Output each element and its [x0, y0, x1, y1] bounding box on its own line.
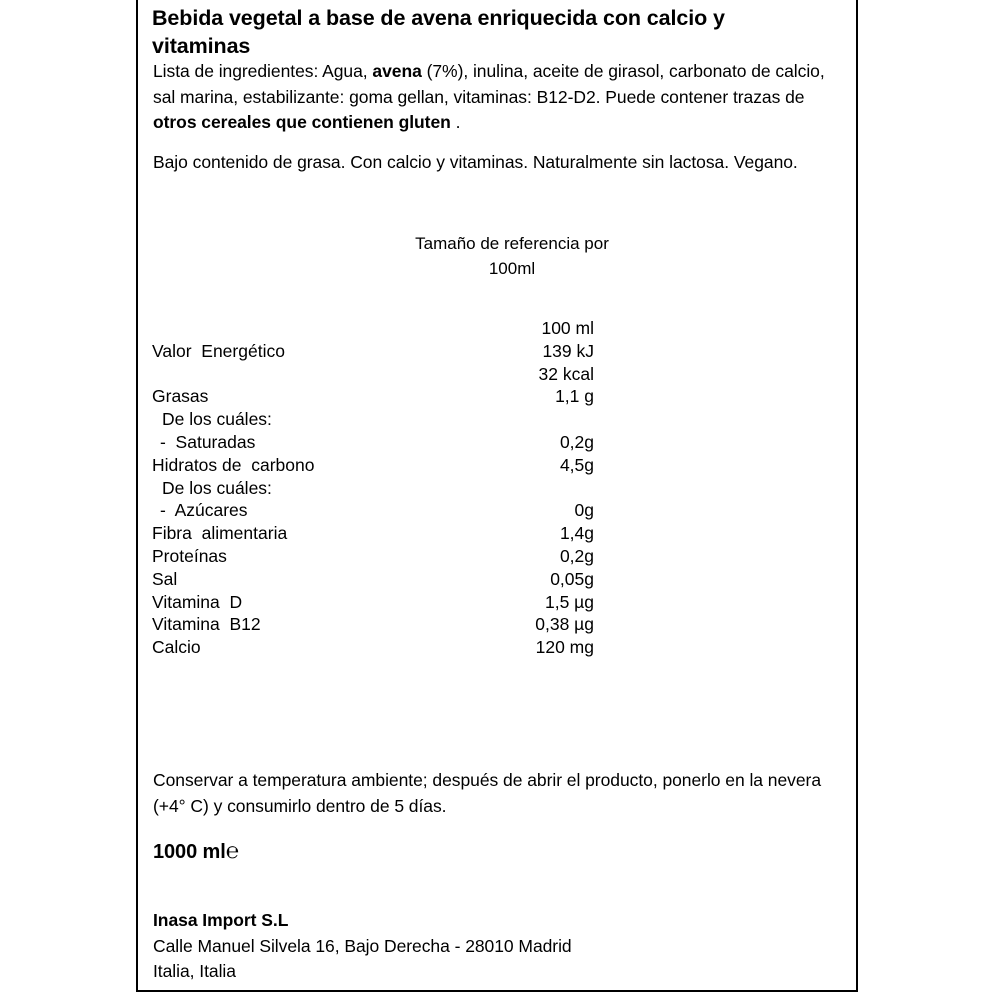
table-row — [152, 408, 602, 431]
product-claims: Bajo contenido de grasa. Con calcio y vitaminas. Naturalmente sin lactosa. Vegano. — [153, 152, 798, 172]
nutrition-value: 0,05g — [550, 568, 594, 589]
reference-size-line2: 100ml — [488, 259, 536, 278]
nutrition-label: De los cuáles: — [162, 477, 272, 498]
table-row-header — [152, 317, 602, 340]
label-content — [152, 0, 846, 990]
ingredients-lead-text: Lista de ingredientes: Agua, — [153, 61, 373, 81]
ingredients-paragraph — [153, 59, 841, 136]
ingredients-bold-avena: avena — [372, 61, 422, 81]
nutrition-label — [152, 363, 456, 386]
table-row — [152, 363, 602, 386]
nutrition-value: 1,4g — [559, 523, 594, 544]
nutrition-value — [456, 477, 602, 500]
nutrition-label: De los cuáles: — [162, 409, 272, 430]
table-row — [152, 499, 602, 522]
reference-size-line1: Tamaño de referencia por — [415, 234, 609, 253]
table-row — [152, 568, 602, 591]
nutrition-value — [456, 408, 602, 431]
storage-instructions: Conservar a temperatura ambiente; después de abrir el producto, ponerlo en la nevera (+4° C) y consumirlo dentro de 5 días. — [153, 770, 822, 816]
nutrition-label: Vitamina D — [152, 591, 243, 612]
nutrition-value: 0,2g — [559, 545, 594, 566]
nutrition-label: Proteínas — [152, 545, 227, 566]
nutrition-label: Calcio — [152, 637, 201, 658]
company-address: Calle Manuel Silvela 16, Bajo Derecha - 28010 Madrid — [153, 935, 572, 956]
table-row — [152, 522, 602, 545]
nutrition-value: 0,38 µg — [535, 614, 594, 635]
page-title: Bebida vegetal a base de avena enriquecida con calcio y vitaminas — [152, 6, 725, 58]
company-name: Inasa Import S.L — [153, 910, 289, 930]
nutrition-label: Vitamina B12 — [152, 614, 261, 635]
reference-size-header — [362, 231, 662, 281]
nutrition-value: 139 kJ — [542, 340, 594, 361]
nutrition-header-blank — [152, 317, 456, 340]
nutrition-label: - Saturadas — [160, 431, 256, 452]
nutrition-table — [152, 317, 602, 659]
nutrition-value: 120 mg — [535, 637, 594, 658]
nutrition-label: Fibra alimentaria — [152, 523, 288, 544]
table-row — [152, 591, 602, 614]
nutrition-value: 1,5 µg — [544, 591, 594, 612]
table-row — [152, 454, 602, 477]
nutrition-table-body — [152, 317, 602, 659]
net-volume — [153, 838, 239, 864]
company-country: Italia, Italia — [153, 961, 236, 981]
net-volume-amount: 1000 ml — [153, 841, 226, 863]
ingredients-middle-text: (7%), inulina, aceite de girasol, carbonato de calcio, sal marina, estabilizante: goma gellan, vitaminas: B12-D2. Puede contener trazas de — [153, 61, 825, 107]
nutrition-column-header: 100 ml — [541, 318, 594, 338]
nutrition-value: 1,1 g — [555, 386, 594, 407]
nutrition-value: 0,2g — [559, 431, 594, 452]
table-row — [152, 477, 602, 500]
table-row — [152, 545, 602, 568]
company-info — [153, 908, 753, 985]
nutrition-value: 0g — [574, 500, 594, 521]
nutrition-label: Valor Energético — [152, 340, 285, 361]
nutrition-value: 32 kcal — [538, 363, 594, 384]
table-row — [152, 613, 602, 636]
nutrition-label: - Azúcares — [160, 500, 248, 521]
ingredients-tail-text: . — [450, 112, 461, 132]
table-row — [152, 385, 602, 408]
ingredients-bold-gluten: otros cereales que contienen gluten — [153, 112, 451, 132]
nutrition-label: Sal — [152, 568, 178, 589]
nutrition-label: Hidratos de carbono — [152, 454, 315, 475]
table-row — [152, 636, 602, 659]
product-label-panel — [136, 0, 858, 992]
table-row — [152, 340, 602, 363]
nutrition-value: 4,5g — [559, 454, 594, 475]
estimated-sign-icon: ℮ — [225, 838, 239, 863]
table-row — [152, 431, 602, 454]
nutrition-label: Grasas — [152, 386, 209, 407]
